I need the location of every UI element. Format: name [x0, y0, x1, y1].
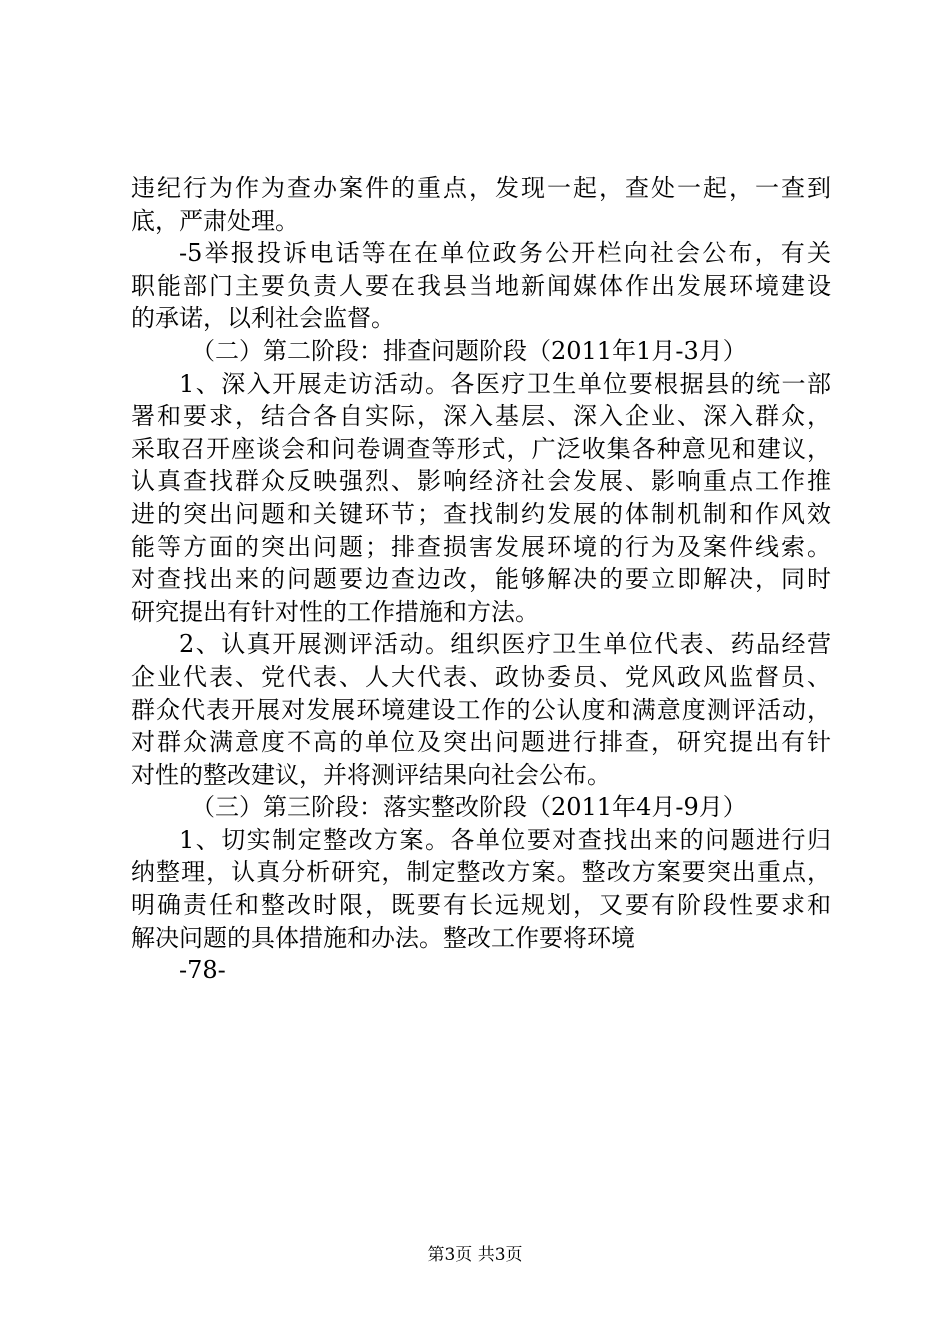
- text-line: 群众代表开展对发展环境建设工作的公认度和满意度测评活动，: [131, 695, 831, 724]
- text-line: 2、认真开展测评活动。组织医疗卫生单位代表、药品经营: [179, 630, 831, 659]
- text-line: 1、切实制定整改方案。各单位要对查找出来的问题进行归: [179, 825, 831, 854]
- text-line: 的承诺，以利社会监督。: [131, 304, 395, 333]
- text-line: 企业代表、党代表、人大代表、政协委员、党风政风监督员、: [131, 662, 831, 691]
- document-body: [131, 172, 831, 987]
- text-line: 研究提出有针对性的工作措施和方法。: [131, 597, 539, 626]
- text-line: 违纪行为作为查办案件的重点，发现一起，查处一起，一查到: [131, 174, 831, 202]
- text-line: 署和要求，结合各自实际，深入基层、深入企业、深入群众，: [131, 402, 831, 431]
- section-heading: （三）第三阶段：落实整改阶段（2011年4月-9月）: [191, 793, 747, 822]
- text-line: 明确责任和整改时限，既要有长远规划，又要有阶段性要求和: [131, 891, 831, 920]
- text-line: -5举报投诉电话等在在单位政务公开栏向社会公布，有关: [179, 239, 831, 268]
- text-line: 纳整理，认真分析研究，制定整改方案。整改方案要突出重点，: [131, 858, 831, 887]
- text-line: 进的突出问题和关键环节；查找制约发展的体制机制和作风效: [131, 499, 831, 528]
- text-line: 能等方面的突出问题；排查损害发展环境的行为及案件线索。: [131, 532, 831, 561]
- text-line: 对性的整改建议，并将测评结果向社会公布。: [131, 760, 611, 789]
- text-line: 对查找出来的问题要边查边改，能够解决的要立即解决，同时: [131, 565, 831, 594]
- inline-page-number: -78-: [179, 956, 226, 985]
- text-line: 底，严肃处理。: [131, 206, 299, 235]
- text-line: 对群众满意度不高的单位及突出问题进行排查，研究提出有针: [131, 728, 831, 757]
- text-line: 认真查找群众反映强烈、影响经济社会发展、影响重点工作推: [131, 467, 831, 496]
- text-line: 解决问题的具体措施和办法。整改工作要将环境: [131, 923, 635, 952]
- section-heading: （二）第二阶段：排查问题阶段（2011年1月-3月）: [191, 336, 747, 365]
- text-line: 职能部门主要负责人要在我县当地新闻媒体作出发展环境建设: [131, 271, 831, 300]
- page-footer: 第3页 共3页: [427, 1245, 523, 1265]
- text-line: 1、深入开展走访活动。各医疗卫生单位要根据县的统一部: [179, 369, 831, 398]
- text-line: 采取召开座谈会和问卷调查等形式，广泛收集各种意见和建议，: [131, 434, 831, 463]
